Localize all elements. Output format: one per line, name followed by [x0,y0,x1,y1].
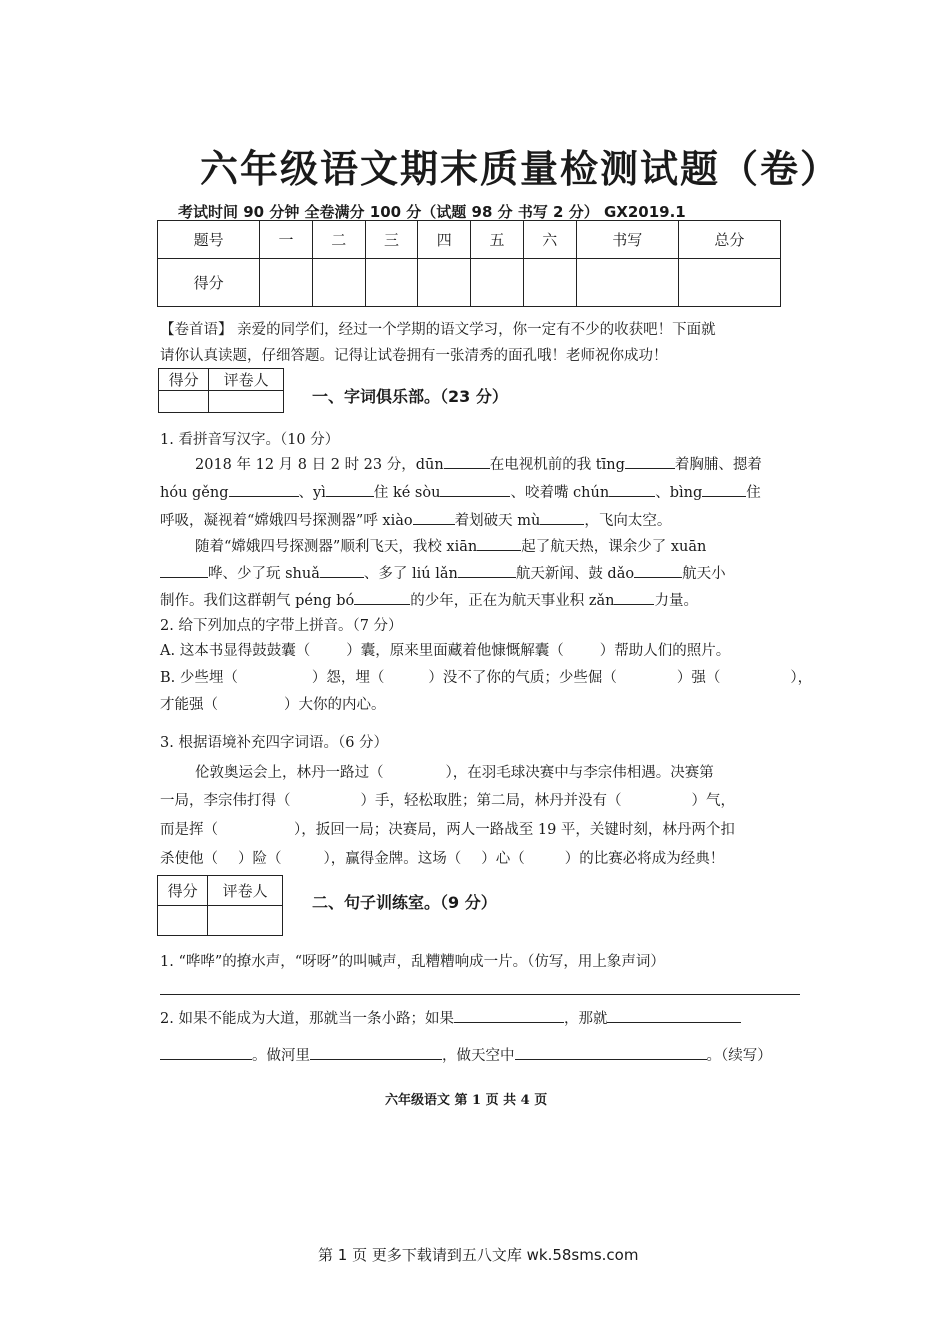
s2-q2-line-2 [160,1044,772,1065]
answer-blank[interactable] [609,482,655,497]
score-table-header-row [158,221,781,259]
text: hóu gěng [160,485,229,501]
score-cell[interactable] [365,259,418,307]
text: ）大你的内心。 [284,697,386,713]
text: 、yì [298,485,326,501]
text: ，那就 [563,1011,608,1027]
table-cell: 总分 [678,221,780,259]
answer-line[interactable] [160,994,800,995]
answer-blank[interactable] [354,590,410,605]
section1-title: 一、字词俱乐部。（23 分） [312,387,508,406]
text: 2018 年 12 月 8 日 2 时 23 分，dūn [195,457,444,473]
text: B. 少些埋（ [160,670,238,686]
section2-title: 二、句子训练室。（9 分） [312,893,497,912]
text: ）没不了你的气质；少些倔（ [428,670,617,686]
answer-blank[interactable] [458,563,516,578]
q1-line-2 [160,481,761,502]
grader-box [158,368,284,413]
text: 随着“嫦娥四号探测器”顺利飞天，我校 xiān [195,539,478,555]
grader-score-label: 得分 [159,369,209,391]
text: ，飞向太空。 [584,513,672,529]
text: ）的比赛必将成为经典！ [564,851,725,867]
q3-line-2 [160,789,735,810]
table-cell: 五 [471,221,524,259]
table-cell: 一 [260,221,313,259]
question-2: 2. 给下列加点的字带上拼音。（7 分） [160,618,403,634]
answer-blank[interactable] [454,1008,564,1023]
text: 、多了 liú lǎn [363,566,458,582]
answer-blank[interactable] [310,1045,442,1060]
grader-score-cell[interactable] [158,906,208,936]
text: 制作。我们这群朝气 péng bó [160,593,355,609]
text: ）手，轻松取胜；第二局，林丹并没有（ [360,793,622,809]
text: ），赢得金牌。这场（ [323,851,462,867]
question-1: 1. 看拼音写汉字。（10 分） [160,432,340,448]
answer-blank[interactable] [540,510,584,525]
text: 起了航天热，课余少了 xuān [521,539,707,555]
text: 杀使他（ [160,851,218,867]
text: 哗、少了玩 shuǎ [208,566,320,582]
text: ），在羽毛球决赛中与李宗伟相遇。决赛第 [445,765,714,781]
preface-line: 请你认真读题，仔细答题。记得让试卷拥有一张清秀的面孔哦！老师祝你成功！ [160,348,668,364]
text: 。（续写） [706,1048,772,1064]
text: 着胸脯、摁着 [674,457,762,473]
table-cell: 四 [418,221,471,259]
answer-blank[interactable] [607,1008,741,1023]
answer-blank[interactable] [444,454,490,469]
text: A. 这本书显得鼓鼓囊（ [160,643,311,659]
table-cell: 题号 [158,221,260,259]
q2-line-c [160,693,386,714]
text: 伦敦奥运会上，林丹一路过（ [195,765,384,781]
answer-blank[interactable] [440,482,510,497]
score-cell[interactable] [576,259,678,307]
text: ）怨，埋（ [311,670,385,686]
q1-line-1 [195,453,762,474]
text: 住 [746,485,761,501]
text: 2. 如果不能成为大道，那就当一条小路；如果 [160,1011,454,1027]
answer-blank[interactable] [229,482,299,497]
q2-line-b [160,666,812,687]
answer-blank[interactable] [614,590,654,605]
grader-name-label: 评卷人 [208,876,283,906]
grader-name-label: 评卷人 [209,369,284,391]
q2-line-a [160,639,730,660]
page-footer: 六年级语文 第 1 页 共 4 页 [385,1093,548,1108]
answer-blank[interactable] [160,563,208,578]
answer-blank[interactable] [160,1045,252,1060]
text: 一局，李宗伟打得（ [160,793,291,809]
page-title: 六年级语文期末质量检测试题（卷） [200,147,841,191]
text: 呼吸，凝视着“嫦娥四号探测器”呼 xiào [160,513,413,529]
table-cell: 二 [312,221,365,259]
text: 的少年，正在为航天事业积 zǎn [410,593,615,609]
table-cell: 书写 [576,221,678,259]
text: ），扳回一局；决赛局，两人一路战至 19 平，关键时刻，林丹两个扣 [294,822,735,838]
text: 在电视机前的我 tīng [489,457,625,473]
answer-blank[interactable] [413,510,455,525]
text: ）帮助人们的照片。 [599,643,731,659]
text: 住 ké sòu [373,485,441,501]
text: 力量。 [654,593,698,609]
q3-line-1 [195,761,714,782]
text: 而是挥（ [160,822,218,838]
score-cell[interactable] [260,259,313,307]
s2-question-1: 1. “哗哗”的撩水声，“呀呀”的叫喊声，乱糟糟响成一片。（仿写，用上象声词） [160,954,665,970]
answer-blank[interactable] [702,482,746,497]
text: ）， [790,670,813,686]
text: 航天新闻、鼓 dǎo [515,566,635,582]
q1-line-3 [160,509,671,530]
exam-info: 考试时间 90 分钟 全卷满分 100 分（试题 98 分 书写 2 分） GX2019.1 [178,203,686,221]
text: ，做天空中 [442,1048,515,1064]
score-cell[interactable] [523,259,576,307]
answer-blank[interactable] [326,482,374,497]
text: 航天小 [682,566,726,582]
score-cell[interactable] [678,259,780,307]
answer-blank[interactable] [634,563,682,578]
answer-blank[interactable] [515,1045,707,1060]
table-cell: 得分 [158,259,260,307]
table-cell: 三 [365,221,418,259]
score-cell[interactable] [418,259,471,307]
grader-score-label: 得分 [158,876,208,906]
table-cell: 六 [523,221,576,259]
grader-box [157,875,283,936]
text: ）心（ [481,851,525,867]
answer-blank[interactable] [625,454,675,469]
text: ）险（ [238,851,282,867]
q3-line-4 [160,847,724,868]
score-table-score-row [158,259,781,307]
answer-blank[interactable] [320,563,364,578]
answer-blank[interactable] [477,536,521,551]
text: 。做河里 [252,1048,310,1064]
text: 才能强（ [160,697,218,713]
score-cell[interactable] [312,259,365,307]
text: ）强（ [676,670,721,686]
score-table [157,220,781,307]
q1-line-5 [160,562,726,583]
download-footer: 第 1 页 更多下载请到五八文库 wk.58sms.com [318,1246,639,1264]
grader-name-cell[interactable] [208,906,283,936]
grader-name-cell[interactable] [209,391,284,413]
text: 、bìng [655,485,703,501]
text: ）气， [691,793,735,809]
q3-line-3 [160,818,735,839]
text: 、咬着嘴 chún [510,485,610,501]
q1-line-4 [195,535,706,556]
score-cell[interactable] [471,259,524,307]
text: ）囊，原来里面藏着他慷慨解囊（ [346,643,564,659]
text: 着划破天 mù [454,513,541,529]
question-3: 3. 根据语境补充四字词语。（6 分） [160,735,389,751]
s2-q2-line-1 [160,1007,741,1028]
q1-line-6 [160,589,698,610]
grader-score-cell[interactable] [159,391,209,413]
preface-line: 【卷首语】 亲爱的同学们，经过一个学期的语文学习，你一定有不少的收获吧！下面就 [160,322,716,338]
